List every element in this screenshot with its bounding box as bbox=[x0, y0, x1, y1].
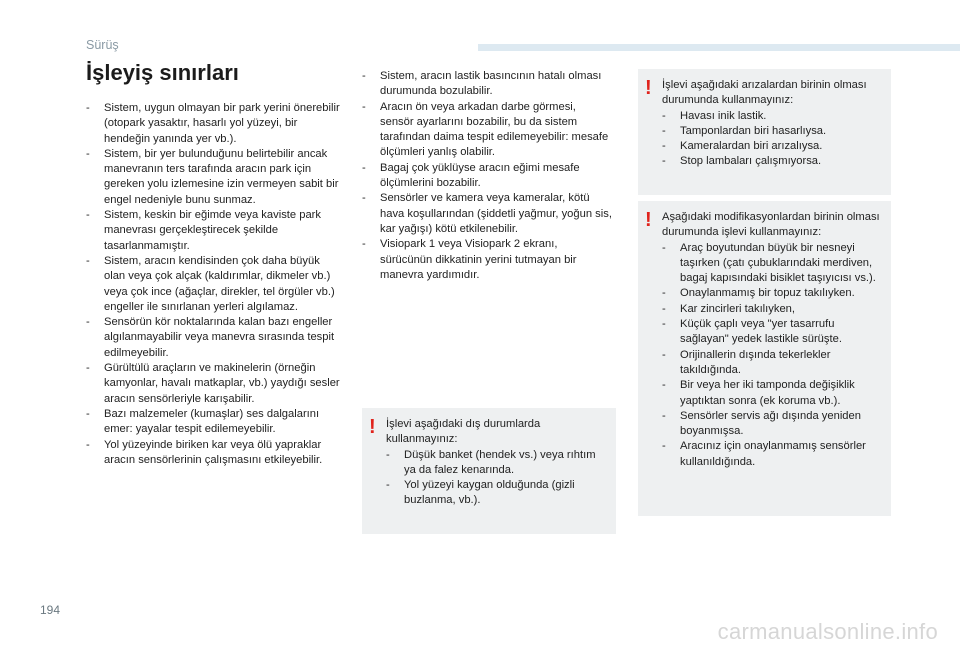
list-item: - Gürültülü araçların ve makinelerin (örneğin kamyonlar, havalı matkaplar, vb.) yaydığı sesler aracın sensörleriyle karışabilir. bbox=[86, 362, 340, 405]
warning-box-conditions bbox=[362, 408, 616, 534]
list-item: - Visiopark 1 veya Visiopark 2 ekranı, sürücünün dikkatinin yerini tutmayan bir manevra yardımıdır. bbox=[362, 238, 577, 281]
warning-exclamation-icon: ! bbox=[645, 209, 652, 231]
limitations-list bbox=[86, 101, 342, 468]
list-item: - Kameralardan biri arızalıysa. bbox=[662, 140, 823, 153]
list-item: - Sistem, bir yer bulunduğunu belirtebilir ancak manevranın ters tarafında aracın park için gereken yolu izlemesine izin vermeyen sabit bir engel nedeniyle bunu sunmaz. bbox=[86, 147, 339, 206]
list-item: - Sistem, aracın lastik basıncının hatalı olması durumunda bozulabilir. bbox=[362, 70, 602, 98]
warning-box-faults bbox=[638, 69, 891, 195]
list-item: - Düşük banket (hendek vs.) veya rıhtım ya da falez kenarında. bbox=[386, 448, 596, 476]
warning-exclamation-icon: ! bbox=[645, 77, 652, 99]
list-item: - Araç boyutundan büyük bir nesneyi taşırken (çatı çubuklarındaki merdiven, bagaj kapısındaki bisiklet taşıyıcısı vs.). bbox=[662, 241, 876, 285]
warning-intro: İşlevi aşağıdaki arızalardan birinin olması durumunda kullanmayınız: bbox=[662, 79, 867, 107]
warning-list bbox=[386, 448, 606, 509]
limitations-list-left bbox=[86, 101, 342, 468]
list-item: - Sistem, keskin bir eğimde veya kaviste park manevrası gerçekleştirecek şekilde tasarlanmamıştır. bbox=[86, 209, 321, 252]
list-item: - Tamponlardan biri hasarlıysa. bbox=[662, 124, 827, 137]
list-item: - Bir veya her iki tamponda değişiklik yaptıktan sonra (ek koruma vb.). bbox=[662, 379, 855, 407]
page-title: İşleyiş sınırları bbox=[86, 60, 239, 85]
page-number: 194 bbox=[40, 603, 61, 617]
limitations-list bbox=[362, 69, 612, 283]
list-item: - Yol yüzeyinde biriken kar veya ölü yapraklar aracın sensörlerinin çalışmasını etkileyebilir. bbox=[86, 438, 323, 466]
list-item: - Stop lambaları çalışmıyorsa. bbox=[662, 155, 822, 168]
list-item: - Sistem, aracın kendisinden çok daha büyük olan veya çok alçak (kaldırımlar, dikmeler vb.) veya çok ince (ağaçlar, direkler, tel örgüler vb.) engeller ile sınırlanan yerleri algılamaz. bbox=[86, 254, 335, 313]
warning-list bbox=[662, 109, 881, 170]
list-item: - Bazı malzemeler (kumaşlar) ses dalgalarını emer: yayalar tespit edilemeyebilir. bbox=[86, 407, 320, 436]
list-item: - Sensörün kör noktalarında kalan bazı engeller algılanmayabilir veya manevra sırasında tespit edilmeyebilir. bbox=[86, 316, 335, 359]
list-item: - Kar zincirleri takılıyken, bbox=[662, 302, 796, 315]
list-item: - Sistem, uygun olmayan bir park yerini önerebilir (otopark yasaktır, hasarlı yol yüzeyi, bir hendeğin yanında yer vb.). bbox=[86, 102, 340, 145]
warning-list bbox=[662, 241, 881, 470]
list-item: - Aracın ön veya arkadan darbe görmesi, sensör ayarlarını bozabilir, bu da sistem tarafından daima tespit edilemeyebilir: mesafe ölçümleri yanlış olabilir. bbox=[362, 100, 609, 159]
warning-exclamation-icon: ! bbox=[369, 416, 376, 438]
limitations-list-middle bbox=[362, 69, 612, 283]
list-item: - Sensörler ve kamera veya kameralar, kötü hava koşullarından (şiddetli yağmur, yoğun sis, kar yağışı) kötü etkilenebilir. bbox=[362, 192, 612, 235]
watermark: carmanualsonline.info bbox=[717, 619, 938, 644]
warning-intro: İşlevi aşağıdaki dış durumlarda kullanmayınız: bbox=[386, 418, 541, 446]
list-item: - Bagaj çok yüklüyse aracın eğimi mesafe ölçümlerini bozabilir. bbox=[362, 161, 580, 190]
list-item: - Sensörler servis ağı dışında yeniden boyanmışsa. bbox=[662, 409, 861, 438]
section-header: Sürüş bbox=[86, 38, 119, 52]
section-header-bar bbox=[478, 44, 960, 51]
warning-intro: Aşağıdaki modifikasyonlardan birinin olması durumunda işlevi kullanmayınız: bbox=[662, 211, 880, 239]
list-item: - Onaylanmamış bir topuz takılıyken. bbox=[662, 287, 855, 300]
warning-box-modifications bbox=[638, 201, 891, 516]
list-item: - Küçük çaplı veya "yer tasarrufu sağlayan" yedek lastikle sürüşte. bbox=[662, 318, 842, 346]
list-item: - Orijinallerin dışında tekerlekler takıldığında. bbox=[662, 348, 831, 376]
list-item: - Havası inik lastik. bbox=[662, 109, 767, 122]
list-item: - Aracınız için onaylanmamış sensörler kullanıldığında. bbox=[662, 440, 866, 468]
list-item: - Yol yüzeyi kaygan olduğunda (gizli buzlanma, vb.). bbox=[386, 479, 575, 507]
